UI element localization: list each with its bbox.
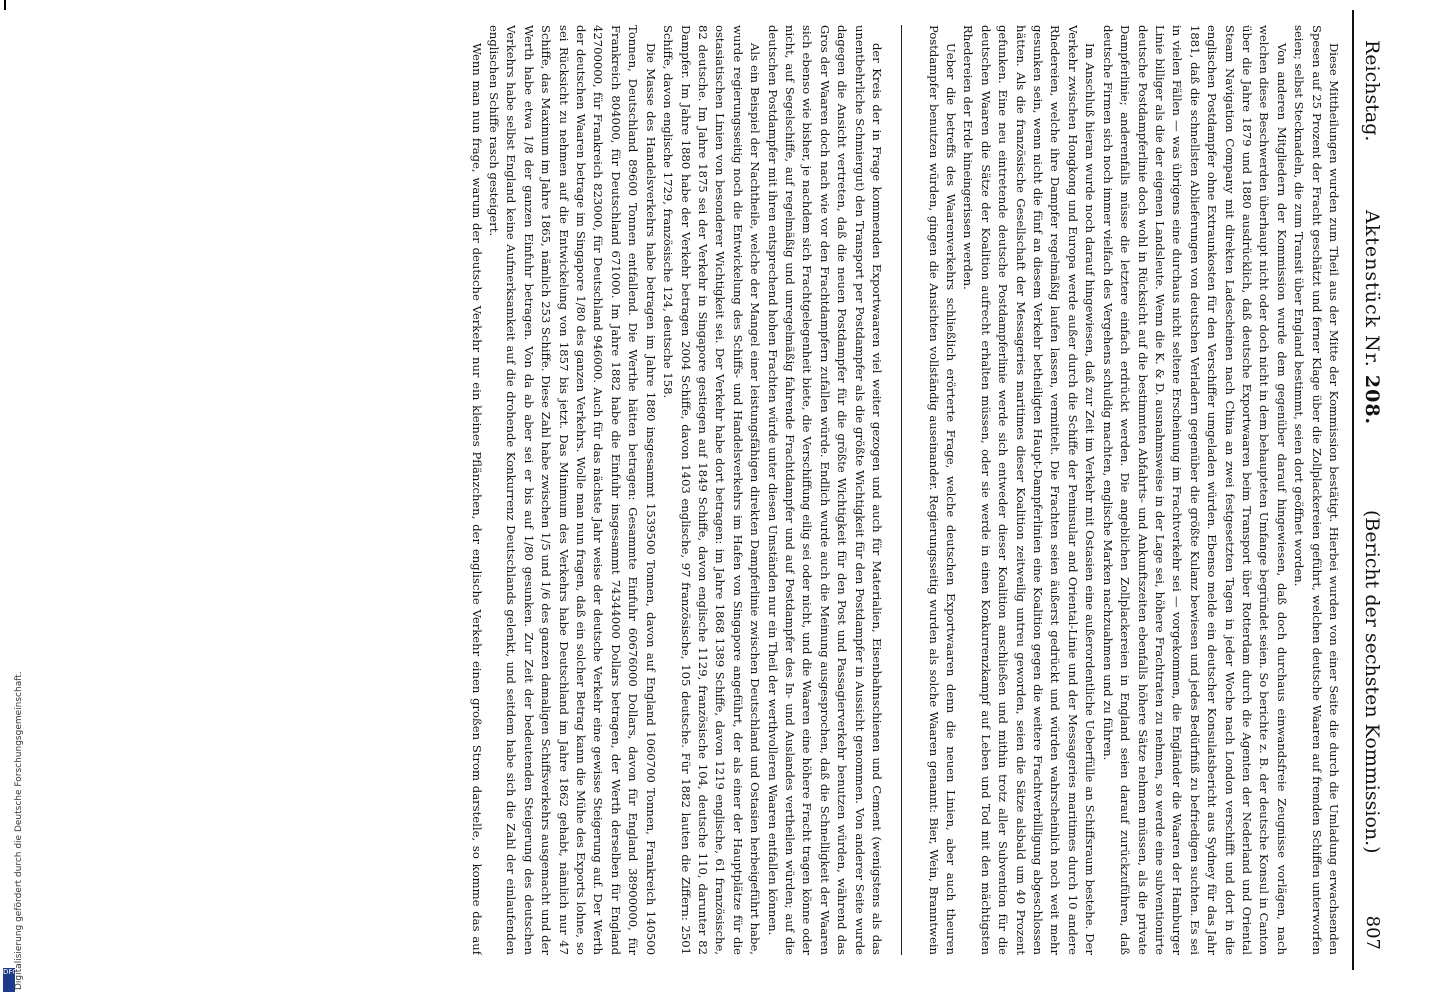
paragraph: Von anderen Mitgliedern der Kommission wurde dem gegenüber darauf hingewiesen, daß doch durchaus einwandsfreie Zeugnisse vorlägen, nach welchen diese Beschwerden überhaupt nicht oder doch nicht in dem behaupteten Umfange begründet seien. So berichte z. B. der deutsche Konsul in Canton über die Jahre 1879 und 1880 ausdrücklich, daß deutsche Exportwaaren beim Transport über Rotterdam durch die Agenten der Nederland und Oriental Steam Navigation Company mit direkten Ladescheinen nach China an zwei festgesetzten Tagen in jeder Woche nach London verschifft und dort in die englischen Postdampfer ohne Extraunkosten für den Verschiffer umgeladen würden. Ebenso melde ein deutscher Konsulatsbericht aus Sydney für das Jahr 1881, daß die schnellsten Ablieferungen von deutschen Verladern gegenüber die größte Kulanz bewiesen und jedes Bedürfniß zu befriedigen suchten. Es sei in vielen Fällen — was übrigens eine durchaus nicht seltene Erscheinung im Frachtverkehr sei — vorgekommen, die Engländer die Waaren der Hamburger Linie billiger als die der eigenen Landsleute. Wenn die K. & D. ausnahmsweise in der Lage sei, höhere Frachtraten zu nehmen, so werde eine subventionirte deutsche Postdampferlinie doch wohl in Rücksicht auf die bestimmten Abfahrts- und Ankunftszeiten ebenfalls höhere Sätze nehmen müssen, als die private Dampferlinie; anderenfalls müsse die letztere einfach erdrückt werden. Die angeblichen Zollplackereien in England seien darauf zurückzuführen, daß deutsche Firmen sich noch immer vielfach des Vergehens schuldig machten, englische Marken nachzuahmen und zu führen. [1100,25,1289,955]
column-divider [901,25,902,955]
paragraph: Diese Mittheilungen wurden zum Theil aus der Mitte der Kommission bestätigt. Hierbei wurden von einer Seite die durch die Umladung erwachsenden Spesen auf 25 Prozent der Fracht geschätzt und ferner Klage über die Zollplackereien geführt, welchen deutsche Waaren auf fremden Schiffen unterworfen seien; selbst Stecknadeln, die zum Transit über England bestimmt, seien dort geöffnet worden. [1292,25,1341,955]
header-center [1354,210,1390,425]
paragraph: Ueber die betreffs des Waarenverkehrs schließlich erörterte Frage, welche deutschen Exportwaaren denn die neuen Linien, aber auch theuren Postdampfer benutzen würden, gingen die Ansichten vollständig auseinander. Regierungsseitig wurden als solche Waaren genannt: Bier, Wein, Branntwein [926,25,959,955]
text-column-right [465,25,885,955]
paragraph: Als ein Beispiel der Nachtheile, welche der Mangel einer leistungsfähigen direkten Dampferlinie zwischen Deutschland und Ostasien herbeigeführt habe, wurde regierungsseitig noch die Entwickelung des Schiffs- und Handelsverkehrs im Hafen von Singapore angeführt, der als einer der Hauptplätze für die ostasiatischen Linien von besonderer Wichtigkeit sei. Der Verkehr habe dort betragen: im Jahre 1868 1389 Schiffe, davon 1219 englische, 61 französische, 82 deutsche. Im Jahre 1875 sei der Verkehr in Singapore gestiegen auf 1849 Schiffe, davon englische 1129, französische 104, deutsche 110, darunter 82 Dampfer. Im Jahre 1880 habe der Verkehr betragen 2004 Schiffe, davon 1403 englische, 97 französische, 105 deutsche. Für 1882 lauten die Ziffern: 2501 Schiffe, davon englische 1729, französische 124, deutsche 158. [661,25,763,955]
header-center-prefix: Aktenstück Nr. [1361,210,1383,375]
paragraph: der Kreis der in Frage kommenden Exportwaaren viel weiter gezogen und auch für Materialien, Eisenbahnschienen und Cement (wenigstens als das unentbehrliche Schmiergut) den Transport per Postdampfer als die größte Wichtigkeit für den Postdampfer in Aussicht genommen. Von anderer Seite wurde dagegen die Ansicht vertreten, daß die neuen Postdampfer für die größte Wichtigkeit für den Post und Passagierverkehr benutzen würden, während das Gros der Waaren doch nach wie vor den Frachtdampfern zufallen würde. Endlich wurde auch die Meinung ausgesprochen, daß die Schnelligkeit der Waaren sich ebenso wie bisher, je nachdem sich Frachtgelegenheit biete, die Verschiffung eilig sei oder nicht, und die Waaren eine höhere Fracht tragen könne oder nicht, auf Segelschiffe, auf regelmäßig und unregelmäßig fahrende Frachtdampfer und auf Postdampfer des In- und Auslandes vertheilen würden; auf die deutschen Postdampfer mit ihren entsprechend hohen Frachten würde unter diesen Umständen nur ein Theil der werthvolleren Waaren entfallen können. [765,25,884,955]
paragraph: Die Masse des Handelsverkehrs habe betragen im Jahre 1880 insgesammt 1539500 Tonnen, davon auf England 1060700 Tonnen, Frankreich 140500 Tonnen, Deutschland 89600 Tonnen entfallend. Die Werthe hätten betragen: Gesammte Einfuhr 60676000 Dollars, davon für England 38900000, für Frankreich 804000, für Deutschland 671000. Im Jahre 1882 habe die Einfuhr insgesammt 74344000 Dollars betragen, der Werth derselben für England 42700000, für Frankreich 823000, für Deutschland 946000. Auch für das nächste Jahr weise der deutsche Verkehr eine gewisse Steigerung auf. Der Werth der deutschen Waaren betrage im Singapore 1/80 des ganzen Verkehrs. Wolle man nun fragen, daß ein solcher Betrag kann die Mühe des Exports lohne, so sei Rücksicht zu nehmen auf die Entwickelung von 1857 bis jetzt. Das Minimum des Verkehrs habe Deutschland im Jahre 1862 gehabt, nämlich nur 47 Schiffe, das Maximum im Jahre 1865, nämlich 253 Schiffe. Diese Zahl habe zwischen 1/5 und 1/6 des ganzen damaligen Schiffsverkehrs ausgemacht und der Werth habe etwa 1/8 der ganzen Einfuhr betragen. Von da ab aber sei er bis auf 1/80 gesunken. Zur Zeit der bedeutenden Steigerung des deutschen Verkehrs habe selbst England keine Aufmerksamkeit auf die drohende Konkurrenz Deutschlands gelenkt, und seitdem habe sich die Zahl der einlaufenden englischen Schiffe rasch gesteigert. [487,25,658,955]
text-column-left [922,25,1342,955]
digitization-credit: Digitalisierung gefördert durch die Deutsche Forschungsgemeinschaft. [14,671,24,990]
header-left: Reichstag. [1361,40,1383,142]
header-right: (Bericht der sechsten Kommission.) [1361,510,1383,854]
paragraph: Wenn man nun frage, warum der deutsche Verkehr nur ein kleines Pflänzchen, der englische Verkehr einen großen Strom darstelle, so komme das auf [469,43,484,955]
digitization-sidebar [0,0,26,1000]
page-header [1352,10,1390,970]
dfg-logo: DFG [3,968,15,992]
paragraph: Im Anschluß hieran wurde noch darauf hingewiesen, daß zur Zeit im Verkehr mit Ostasien eine außerordentliche Ueberfülle an Schiffsraum bestehe. Der Verkehr zwischen Hongkong und Europa werde außer durch die Schiffe der Peninsular and Oriental-Linie und der Messageries maritimes durch 10 andere Rhedereien, welche ihre Dampfer regelmäßig laufen lassen, vermittelt. Die Frachten seien äußerst gedrückt und würden wahrscheinlich noch weit mehr gesunken sein, wenn nicht die fünf an diesem Verkehr betheiligten Haupt-Dampferlinien eine Koalition gegen die weitere Frachtverbilligung abgeschlossen hätten. Als die französische Gesellschaft der Messageries maritimes dieser Koalition zeitweilig untreu geworden, seien die Sätze alsbald um 40 Prozent gefunken. Eine neu eintretende deutsche Postdampferlinie werde sich entweder dieser Koalition anschließen und mithin trotz aller Subvention für die deutschen Waaren die Sätze der Koalition aufrecht erhalten müssen, oder sie werde in einen Konkurrenzkampf auf Leben und Tod mit den mächtigsten Rhedereien der Erde hineingerissen werden. [961,25,1098,955]
rotated-document-page [60,10,1390,970]
issue-number: 208. [1361,374,1383,426]
page-number: 807 [1362,915,1383,950]
